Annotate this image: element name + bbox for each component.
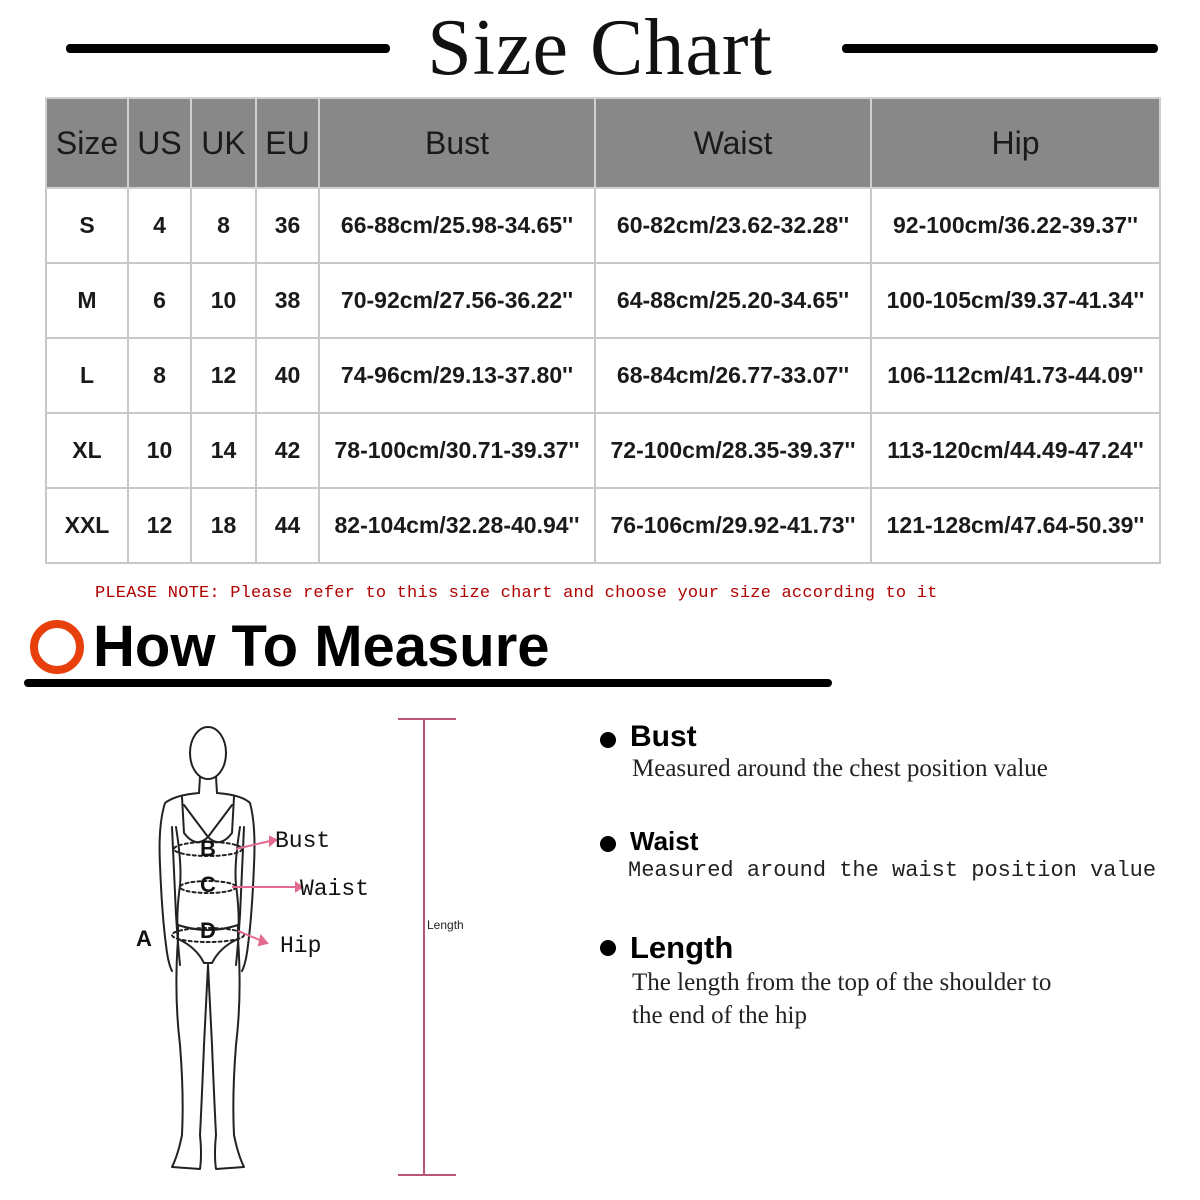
measure-heading: Length xyxy=(630,930,734,965)
cell-us: 8 xyxy=(128,338,191,413)
header-us: US xyxy=(128,98,191,188)
label-length: Length xyxy=(427,918,464,932)
measure-heading: Waist xyxy=(630,826,699,856)
cell-waist: 60-82cm/23.62-32.28'' xyxy=(595,188,871,263)
cell-uk: 18 xyxy=(191,488,256,563)
cell-waist: 64-88cm/25.20-34.65'' xyxy=(595,263,871,338)
cell-bust: 70-92cm/27.56-36.22'' xyxy=(319,263,595,338)
cell-hip: 121-128cm/47.64-50.39'' xyxy=(871,488,1160,563)
page-title: Size Chart xyxy=(427,4,773,92)
section-title: How To Measure xyxy=(93,614,550,679)
header-uk: UK xyxy=(191,98,256,188)
header-size: Size xyxy=(46,98,128,188)
cell-us: 10 xyxy=(128,413,191,488)
cell-bust: 78-100cm/30.71-39.37'' xyxy=(319,413,595,488)
letter-a: A xyxy=(136,926,152,951)
cell-hip: 113-120cm/44.49-47.24'' xyxy=(871,413,1160,488)
cell-us: 4 xyxy=(128,188,191,263)
table-row xyxy=(46,338,1160,413)
header-eu: EU xyxy=(256,98,319,188)
section-rule xyxy=(24,679,832,687)
header-bust: Bust xyxy=(319,98,595,188)
ring-icon xyxy=(30,620,84,674)
cell-eu: 38 xyxy=(256,263,319,338)
cell-waist: 76-106cm/29.92-41.73'' xyxy=(595,488,871,563)
cell-bust: 74-96cm/29.13-37.80'' xyxy=(319,338,595,413)
cell-size: XL xyxy=(46,413,128,488)
cell-size: L xyxy=(46,338,128,413)
title-rule-right xyxy=(842,44,1158,53)
label-bust: Bust xyxy=(275,828,331,854)
header-hip: Hip xyxy=(871,98,1160,188)
cell-waist: 72-100cm/28.35-39.37'' xyxy=(595,413,871,488)
cell-uk: 10 xyxy=(191,263,256,338)
measure-desc: Measured around the chest position value xyxy=(632,755,1048,782)
cell-us: 12 xyxy=(128,488,191,563)
cell-size: XXL xyxy=(46,488,128,563)
cell-uk: 8 xyxy=(191,188,256,263)
cell-hip: 100-105cm/39.37-41.34'' xyxy=(871,263,1160,338)
cell-eu: 44 xyxy=(256,488,319,563)
size-table xyxy=(45,97,1161,564)
cell-eu: 36 xyxy=(256,188,319,263)
cell-bust: 82-104cm/32.28-40.94'' xyxy=(319,488,595,563)
size-note: PLEASE NOTE: Please refer to this size chart and choose your size according to it xyxy=(95,584,938,603)
cell-us: 6 xyxy=(128,263,191,338)
measure-desc: the end of the hip xyxy=(632,1002,807,1029)
bullet-icon xyxy=(600,732,616,748)
bullet-icon xyxy=(600,940,616,956)
bullet-icon xyxy=(600,836,616,852)
cell-uk: 14 xyxy=(191,413,256,488)
table-header-row xyxy=(46,98,1160,188)
table-row xyxy=(46,188,1160,263)
measure-desc: The length from the top of the shoulder to xyxy=(632,969,1052,996)
table-row xyxy=(46,488,1160,563)
cell-eu: 40 xyxy=(256,338,319,413)
cell-bust: 66-88cm/25.98-34.65'' xyxy=(319,188,595,263)
cell-size: M xyxy=(46,263,128,338)
measure-desc: Measured around the waist position value xyxy=(628,858,1157,883)
label-waist: Waist xyxy=(300,876,370,902)
table-row xyxy=(46,263,1160,338)
cell-size: S xyxy=(46,188,128,263)
table-row xyxy=(46,413,1160,488)
cell-uk: 12 xyxy=(191,338,256,413)
letter-d: D xyxy=(200,918,216,943)
length-line xyxy=(392,715,462,1180)
cell-waist: 68-84cm/26.77-33.07'' xyxy=(595,338,871,413)
letter-b: B xyxy=(200,836,216,861)
cell-eu: 42 xyxy=(256,413,319,488)
label-hip: Hip xyxy=(280,933,322,959)
cell-hip: 106-112cm/41.73-44.09'' xyxy=(871,338,1160,413)
header-waist: Waist xyxy=(595,98,871,188)
letter-c: C xyxy=(200,872,216,897)
measure-heading: Bust xyxy=(630,720,697,753)
cell-hip: 92-100cm/36.22-39.37'' xyxy=(871,188,1160,263)
